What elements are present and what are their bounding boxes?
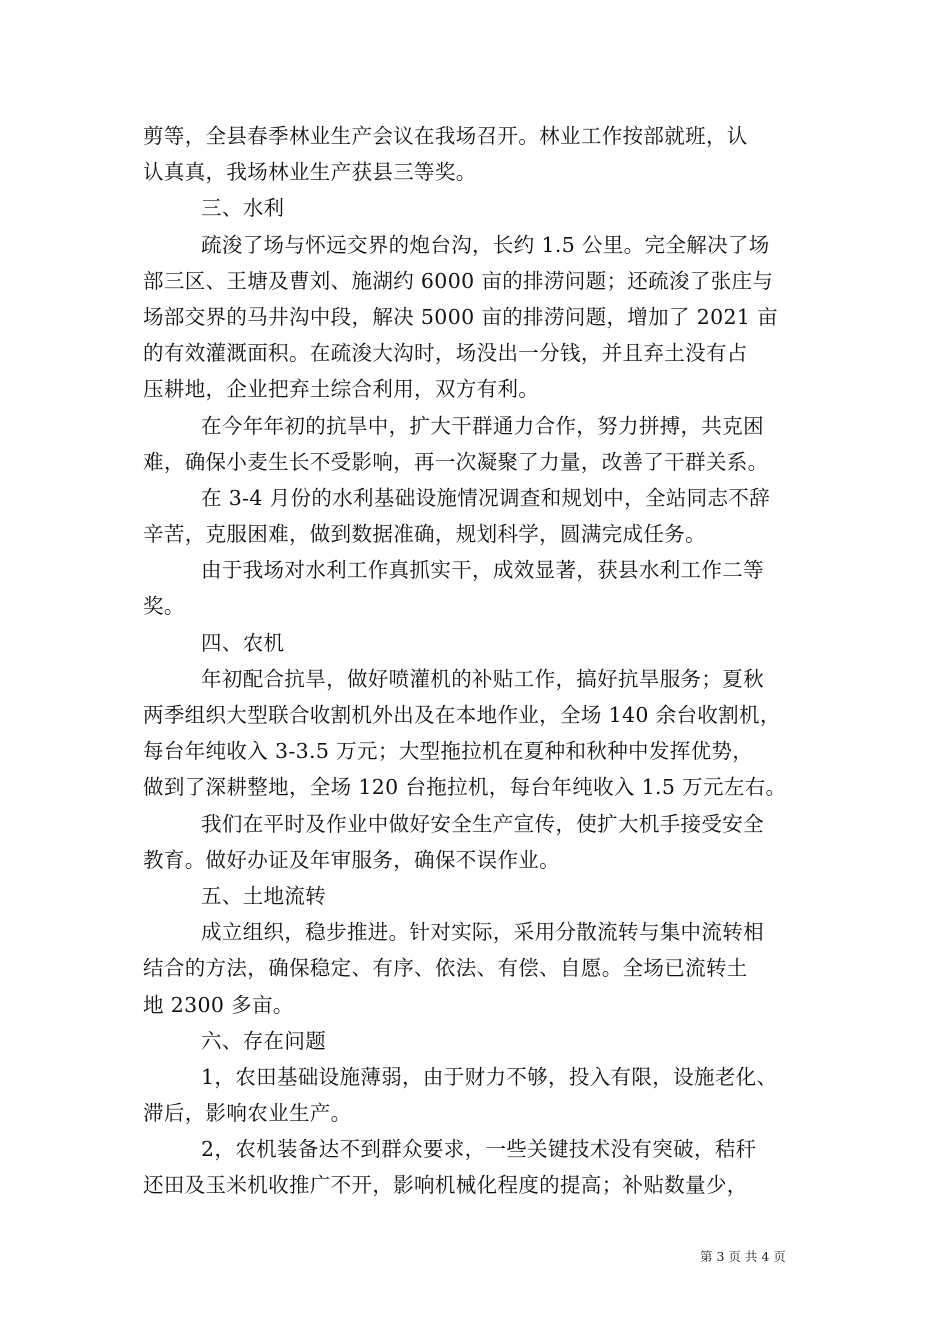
text-line: 认真真，我场林业生产获县三等奖。: [143, 160, 477, 185]
section-heading: 四、农机: [201, 630, 285, 655]
section-heading: 六、存在问题: [201, 1028, 327, 1053]
text-line: 2，农机装备达不到群众要求，一些关键技术没有突破，秸秆: [201, 1137, 757, 1162]
text-line: 1，农田基础设施薄弱，由于财力不够，投入有限，设施老化、: [201, 1064, 778, 1089]
text-line: 还田及玉米机收推广不开，影响机械化程度的提高；补贴数量少，: [143, 1173, 748, 1198]
text-line: 剪等，全县春季林业生产会议在我场召开。林业工作按部就班，认: [143, 124, 748, 148]
document-body: [143, 118, 808, 1204]
text-line: 的有效灌溉面积。在疏浚大沟时，场没出一分钱，并且弃土没有占: [143, 341, 748, 366]
text-line: 两季组织大型联合收割机外出及在本地作业，全场 140 余台收割机，: [143, 703, 781, 727]
text-line: 成立组织，稳步推进。针对实际，采用分散流转与集中流转相: [201, 920, 764, 945]
text-line: 结合的方法，确保稳定、有序、依法、有偿、自愿。全场已流转土: [143, 956, 748, 981]
text-line: 地 2300 多亩。: [143, 992, 294, 1017]
text-line: 教育。做好办证及年审服务，确保不误作业。: [143, 847, 560, 872]
text-line: 在 3-4 月份的水利基础设施情况调查和规划中，全站同志不辞: [201, 485, 771, 510]
text-line: 由于我场对水利工作真抓实干，成效显著，获县水利工作二等: [201, 558, 764, 583]
text-line: 每台年纯收入 3-3.5 万元；大型拖拉机在夏种和秋种中发挥优势，: [143, 739, 754, 764]
text-line: 难，确保小麦生长不受影响，再一次凝聚了力量，改善了干群关系。: [143, 449, 769, 474]
text-line: 在今年年初的抗旱中，扩大干群通力合作，努力拼搏，共克困: [201, 413, 764, 438]
section-heading: 五、土地流转: [201, 883, 327, 908]
text-line: 压耕地，企业把弃土综合利用，双方有利。: [143, 377, 540, 402]
text-line: 场部交界的马井沟中段，解决 5000 亩的排涝问题，增加了 2021 亩: [143, 304, 779, 329]
text-line: 奖。: [143, 594, 185, 619]
text-line: 我们在平时及作业中做好安全生产宣传，使扩大机手接受安全: [201, 811, 764, 836]
text-line: 做到了深耕整地，全场 120 台拖拉机，每台年纯收入 1.5 万元左右。: [143, 775, 787, 800]
text-line: 疏浚了场与怀远交界的炮台沟，长约 1.5 公里。完全解决了场: [201, 232, 770, 257]
text-line: 年初配合抗旱，做好喷灌机的补贴工作，搞好抗旱服务；夏秋: [201, 666, 764, 691]
page-number-footer: 第 3 页 共 4 页: [700, 1249, 786, 1264]
text-line: 辛苦，克服困难，做到数据准确，规划科学，圆满完成任务。: [143, 522, 706, 547]
section-heading: 三、水利: [201, 196, 285, 221]
text-line: 部三区、王塘及曹刘、施湖约 6000 亩的排涝问题；还疏浚了张庄与: [143, 268, 774, 293]
text-line: 滞后，影响农业生产。: [143, 1101, 352, 1126]
